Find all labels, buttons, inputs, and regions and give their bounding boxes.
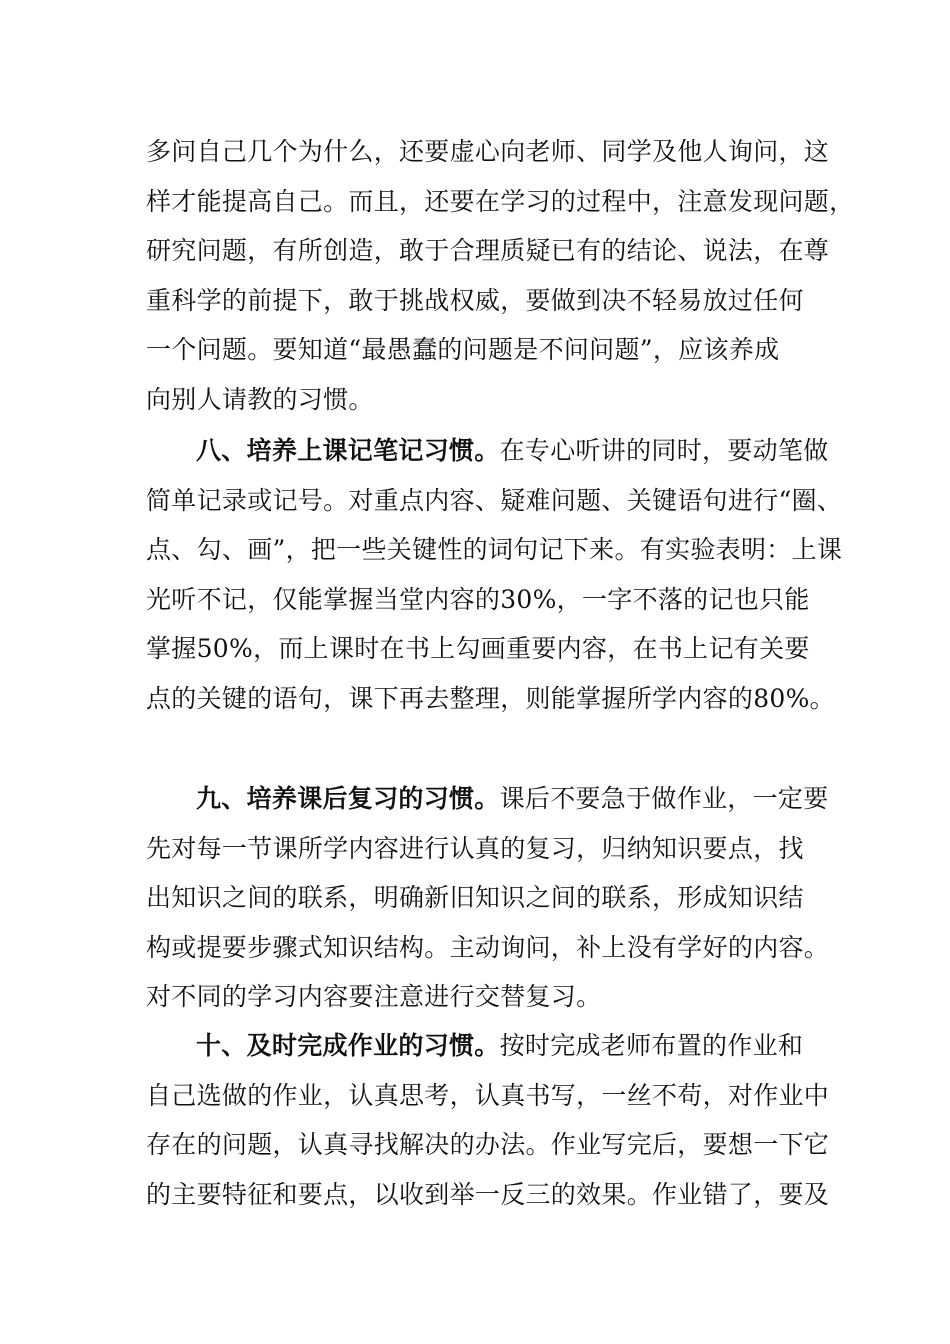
paragraph-asking-questions (146, 127, 855, 424)
text-line: 存在的问题，认真寻找解决的办法。作业写完后，要想一下它 (146, 1130, 830, 1159)
text-line: 样才能提高自己。而且，还要在学习的过程中，注意发现问题， (146, 186, 855, 216)
text-line: 一个问题。要知道“最愚蠢的问题是不问问题”，应该养成 (146, 335, 780, 364)
text-line: 光听不记，仅能掌握当堂内容的30%，一字不落的记也只能 (146, 584, 810, 614)
text-line: 对不同的学习内容要注意进行交替复习。 (146, 982, 602, 1011)
text-line: 构或提要步骤式知识结构。主动询问，补上没有学好的内容。 (146, 932, 830, 962)
text-line: 点的关键的语句，课下再去整理，则能掌握所学内容的80%。 (146, 683, 835, 713)
section-heading-8: 八、培养上课记笔记习惯。 (196, 436, 500, 465)
text-line: 研究问题，有所创造，敢于合理质疑已有的结论、说法，在尊 (146, 236, 830, 265)
text-span: 按时完成老师布置的作业和 (499, 1031, 804, 1060)
text-line: 简单记录或记号。对重点内容、疑难问题、关键语句进行“圈、 (146, 485, 843, 515)
text-line: 先对每一节课所学内容进行认真的复习，归纳知识要点，找 (146, 833, 804, 863)
text-line: 出知识之间的联系，明确新旧知识之间的联系，形成知识结 (146, 883, 804, 912)
text-line: 多问自己几个为什么，还要虚心向老师、同学及他人询问，这 (146, 137, 830, 166)
text-span: 在专心听讲的同时，要动笔做 (499, 436, 829, 465)
text-line: 掌握50%，而上课时在书上勾画重要内容，在书上记有关要 (146, 634, 810, 663)
paragraph-homework-habit (146, 1021, 830, 1219)
text-line: 点、勾、画”，把一些关键性的词句记下来。有实验表明：上课 (146, 535, 843, 564)
text-line (146, 774, 829, 824)
section-heading-10: 十、及时完成作业的习惯。 (196, 1031, 500, 1060)
text-line: 的主要特征和要点，以收到举一反三的效果。作业错了，要及 (146, 1179, 830, 1209)
paragraph-note-taking (146, 426, 843, 723)
text-line: 向别人请教的习惯。 (146, 384, 374, 414)
paragraph-review-habit (146, 774, 830, 1022)
text-line: 自己选做的作业，认真思考，认真书写，一丝不苟，对作业中 (146, 1080, 830, 1110)
text-line: 重科学的前提下，敢于挑战权威，要做到决不轻易放过任何 (146, 285, 804, 315)
text-span: 课后不要急于做作业，一定要 (499, 784, 829, 813)
text-line (146, 426, 829, 476)
section-heading-9: 九、培养课后复习的习惯。 (196, 784, 500, 813)
text-line (146, 1021, 818, 1071)
